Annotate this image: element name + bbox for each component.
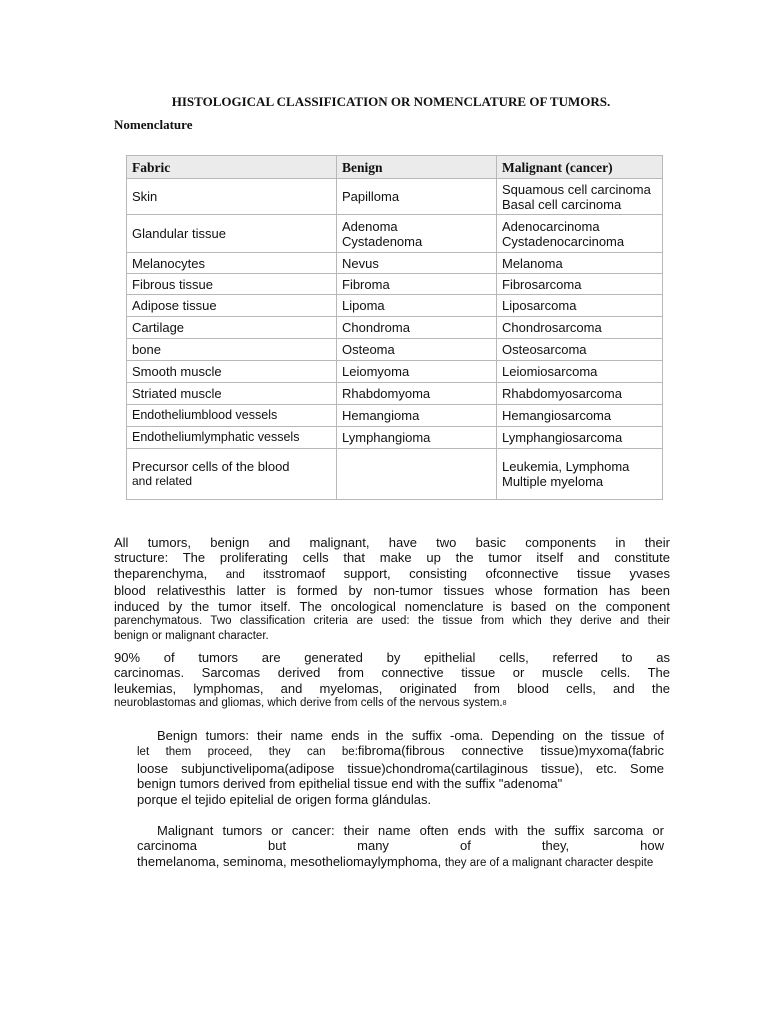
bullet-line bbox=[137, 743, 664, 760]
section-heading: Nomenclature bbox=[114, 117, 193, 132]
table-row bbox=[127, 253, 663, 274]
cell-benign: Hemangioma bbox=[337, 405, 497, 427]
paragraph-components bbox=[114, 535, 670, 645]
table-row bbox=[127, 179, 663, 215]
cell-benign: Rhabdomyoma bbox=[337, 383, 497, 405]
paragraph-line: induced by the tumor itself. The oncological nomenclature is based on the component bbox=[114, 598, 670, 614]
cell-malignant: Osteosarcoma bbox=[497, 339, 663, 361]
cell-benign bbox=[337, 449, 497, 500]
bullet-line: benign tumors derived from epithelial tissue end with the suffix "adenoma" bbox=[137, 776, 563, 792]
bullet-malignant bbox=[137, 823, 664, 871]
paragraph-fragment: stromaof support, consisting ofconnective tissue yvases bbox=[274, 565, 670, 581]
paragraph-line: benign or malignant character. bbox=[114, 630, 269, 643]
cell-malignant: Fibrosarcoma bbox=[497, 274, 663, 295]
paragraph-line: structure: The proliferating cells that make up the tumor itself and constitute bbox=[114, 550, 670, 566]
bullet-fragment: themelanoma, seminoma, mesotheliomaylymphoma, bbox=[137, 853, 442, 869]
cell-benign: Nevus bbox=[337, 253, 497, 274]
cell-malignant: Rhabdomyosarcoma bbox=[497, 383, 663, 405]
table-row bbox=[127, 383, 663, 405]
nomenclature-table bbox=[126, 155, 663, 500]
cell-fabric bbox=[127, 449, 337, 500]
paragraph-line: blood relativesthis latter is formed by non-tumor tissues whose formation has been bbox=[114, 583, 670, 599]
cell-benign: Papilloma bbox=[337, 179, 497, 215]
document-title: HISTOLOGICAL CLASSIFICATION OR NOMENCLATURE OF TUMORS. bbox=[171, 94, 611, 109]
cell-fabric: Melanocytes bbox=[127, 253, 337, 274]
cell-fabric: bone bbox=[127, 339, 337, 361]
cell-benign: Leiomyoma bbox=[337, 361, 497, 383]
paragraph-line bbox=[114, 566, 670, 583]
bullet-line bbox=[137, 728, 664, 743]
cell-malignant: Squamous cell carcinoma Basal cell carcinoma bbox=[497, 179, 663, 215]
table-row bbox=[127, 295, 663, 317]
cell-fabric: Adipose tissue bbox=[127, 295, 337, 317]
header-malignant: Malignant (cancer) bbox=[497, 156, 663, 179]
cell-fabric: Striated muscle bbox=[127, 383, 337, 405]
cell-benign: Chondroma bbox=[337, 317, 497, 339]
cell-benign: Adenoma Cystadenoma bbox=[337, 215, 497, 253]
cell-fabric: Glandular tissue bbox=[127, 215, 337, 253]
bullet-benign bbox=[137, 728, 664, 807]
cell-fabric-text: Precursor cells of the blood bbox=[132, 459, 290, 474]
footnote-marker: 8 bbox=[502, 700, 507, 708]
cell-malignant: Leiomiosarcoma bbox=[497, 361, 663, 383]
cell-malignant: Liposarcoma bbox=[497, 295, 663, 317]
table-row bbox=[127, 427, 663, 449]
table-row bbox=[127, 405, 663, 427]
cell-fabric: Endotheliumblood vessels bbox=[127, 405, 337, 427]
cell-fabric: Cartilage bbox=[127, 317, 337, 339]
bullet-line: carcinoma but many of they, how bbox=[137, 838, 664, 854]
bullet-line: loose subjunctivelipoma(adipose tissue)chondroma(cartilaginous tissue), etc. Some bbox=[137, 760, 664, 776]
cell-malignant: Chondrosarcoma bbox=[497, 317, 663, 339]
paragraph-line: carcinomas. Sarcomas derived from connective tissue or muscle cells. The bbox=[114, 665, 670, 681]
table-row bbox=[127, 361, 663, 383]
bullet-line bbox=[137, 823, 664, 838]
header-benign: Benign bbox=[337, 156, 497, 179]
paragraph-fragment: and its bbox=[225, 568, 275, 581]
paragraph-fragment: neuroblastomas and gliomas, which derive from cells of the nervous system. bbox=[114, 697, 503, 710]
cell-malignant: Melanoma bbox=[497, 253, 663, 274]
cell-fabric-note: and related bbox=[132, 474, 193, 488]
paragraph-line: 90% of tumors are generated by epithelial cells, referred to as bbox=[114, 650, 670, 665]
cell-benign: Osteoma bbox=[337, 339, 497, 361]
paragraph-line: parenchymatous. Two classification criteria are used: the tissue from which they derive and their bbox=[114, 615, 670, 628]
paragraph-origins bbox=[114, 650, 670, 712]
paragraph-fragment: theparenchyma, bbox=[114, 565, 208, 581]
cell-fabric: Endotheliumlymphatic vessels bbox=[127, 427, 337, 449]
bullet-text: Benign tumors: their name ends in the suffix -oma. Depending on the tissue of bbox=[157, 728, 664, 743]
table-row bbox=[127, 215, 663, 253]
bullet-text: Malignant tumors or cancer: their name often ends with the suffix sarcoma or bbox=[157, 823, 664, 838]
bullet-fragment: they are of a malignant character despite bbox=[444, 856, 654, 869]
paragraph-line: All tumors, benign and malignant, have two basic components in their bbox=[114, 535, 670, 550]
table-row bbox=[127, 317, 663, 339]
cell-benign: Lymphangioma bbox=[337, 427, 497, 449]
cell-malignant: Lymphangiosarcoma bbox=[497, 427, 663, 449]
cell-malignant: Hemangiosarcoma bbox=[497, 405, 663, 427]
cell-malignant: Leukemia, Lymphoma Multiple myeloma bbox=[497, 449, 663, 500]
bullet-fragment: fibroma(fibrous connective tissue)myxoma(fabric bbox=[357, 743, 664, 759]
paragraph-line: leukemias, lymphomas, and myelomas, originated from blood cells, and the bbox=[114, 680, 670, 696]
paragraph-line bbox=[114, 696, 670, 711]
cell-benign: Fibroma bbox=[337, 274, 497, 295]
bullet-fragment: let them proceed, they can be: bbox=[137, 746, 358, 759]
table-row bbox=[127, 339, 663, 361]
cell-fabric: Fibrous tissue bbox=[127, 274, 337, 295]
header-fabric: Fabric bbox=[127, 156, 337, 179]
cell-malignant: Adenocarcinoma Cystadenocarcinoma bbox=[497, 215, 663, 253]
table-row bbox=[127, 449, 663, 500]
bullet-line: porque el tejido epitelial de origen forma glándulas. bbox=[137, 791, 432, 807]
cell-benign: Lipoma bbox=[337, 295, 497, 317]
cell-fabric: Skin bbox=[127, 179, 337, 215]
cell-fabric: Smooth muscle bbox=[127, 361, 337, 383]
table-header-row bbox=[127, 156, 663, 179]
table-row bbox=[127, 274, 663, 295]
bullet-line bbox=[137, 854, 664, 871]
